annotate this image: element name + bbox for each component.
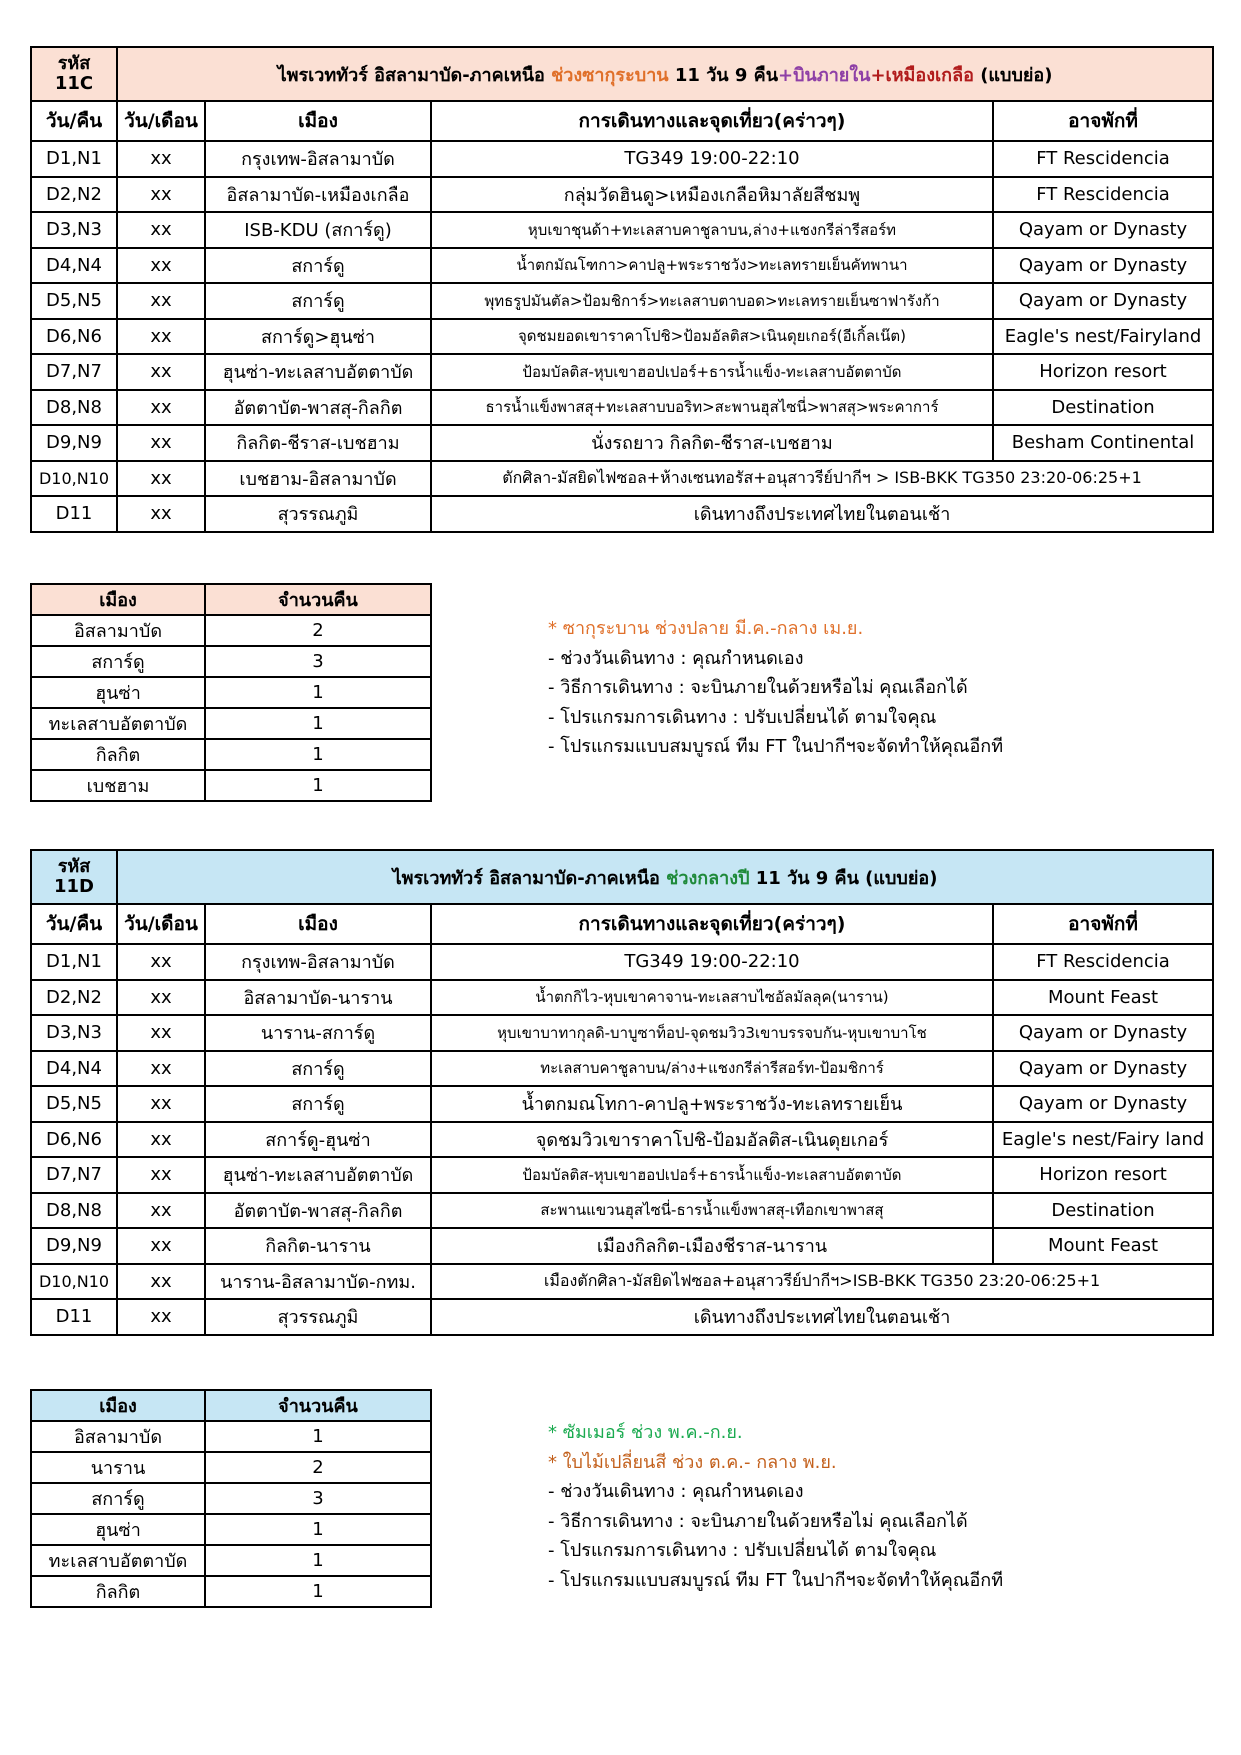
itinerary-row [31,283,1213,319]
summary-city-cell: กิลกิต [31,1576,205,1607]
date-cell: xx [117,354,205,390]
hotel-cell: Qayam or Dynasty [993,1051,1213,1087]
itinerary-cell: หุบเขาชุนด้า+ทะเลสาบคาชูลาบน,ล่าง+แชงกรีล่ารีสอร์ท [431,212,993,248]
hotel-cell: Mount Feast [993,1228,1213,1264]
hotel-cell: Mount Feast [993,980,1213,1016]
date-cell: xx [117,248,205,284]
day-night-cell: D10,N10 [31,461,117,497]
season-note-autumn: * ใบไม้เปลี่ยนสี ช่วง ต.ค.- กลาง พ.ย. [548,1451,837,1473]
summary-nights-cell: 1 [205,1545,431,1576]
date-cell: xx [117,1051,205,1087]
date-cell: xx [117,1299,205,1335]
summary-row [31,739,431,770]
itinerary-row [31,390,1213,426]
itinerary-row [31,1122,1213,1158]
date-cell: xx [117,141,205,177]
summary-city-cell: สการ์ดู [31,1483,205,1514]
day-night-cell: D5,N5 [31,283,117,319]
hotel-cell: Destination [993,1193,1213,1229]
summary-row [31,646,431,677]
city-cell: สการ์ดู-ฮุนซ่า [205,1122,431,1158]
season-label: ช่วงซากุระบาน [551,64,669,86]
tour-title: ไพรเวททัวร์ อิสลามาบัด-ภาคเหนือ ช่วงซากุระบาน 11 วัน 9 คืน+บินภายใน+เหมืองเกลือ (แบบย่อ) [117,47,1213,101]
summary-nights-cell: 1 [205,770,431,801]
itinerary-row [31,141,1213,177]
itinerary-table-11c [30,46,1214,533]
header-date: วัน/เดือน [117,904,205,944]
itinerary-cell: นั่งรถยาว กิลกิต-ชีราส-เบชฮาม [431,425,993,461]
summary-nights-cell: 2 [205,1452,431,1483]
day-night-cell: D10,N10 [31,1264,117,1300]
header-date: วัน/เดือน [117,101,205,141]
city-cell: ISB-KDU (สการ์ดู) [205,212,431,248]
day-night-cell: D4,N4 [31,248,117,284]
city-cell: สการ์ดู [205,283,431,319]
salt-mine-label: +เหมืองเกลือ [870,64,974,86]
itinerary-cell: เดินทางถึงประเทศไทยในตอนเช้า [431,496,1213,532]
itinerary-cell: เดินทางถึงประเทศไทยในตอนเช้า [431,1299,1213,1335]
itinerary-cell: น้ำตกกิไว-หุบเขาคาจาน-ทะเลสาบไซอัลมัลลุค(นาราน) [431,980,993,1016]
itinerary-row [31,1299,1213,1335]
header-itinerary: การเดินทางและจุดเที่ยว(คร่าวๆ) [431,904,993,944]
hotel-cell: Horizon resort [993,354,1213,390]
day-night-cell: D1,N1 [31,141,117,177]
summary-header-nights: จำนวนคืน [205,584,431,615]
tour-code-label: รหัส [57,856,91,877]
day-night-cell: D9,N9 [31,1228,117,1264]
city-cell: สการ์ดู [205,1086,431,1122]
day-night-cell: D2,N2 [31,177,117,213]
itinerary-row [31,425,1213,461]
summary-nights-cell: 1 [205,739,431,770]
date-cell: xx [117,944,205,980]
day-night-cell: D11 [31,1299,117,1335]
nights-summary-table-11d [30,1389,432,1608]
itinerary-table-11d [30,849,1214,1336]
itinerary-cell: ธารน้ำแข็งพาสสุ+ทะเลสาบบอริท>สะพานฮุสไซนี่>พาสสุ>พระคาการ์ [431,390,993,426]
itinerary-cell: จุดชมยอดเขาราคาโปชิ>ป้อมอัลติส>เนินดุยเกอร์(อีเกิ้ลเน๊ต) [431,319,993,355]
date-cell: xx [117,425,205,461]
hotel-cell: Qayam or Dynasty [993,212,1213,248]
date-cell: xx [117,390,205,426]
summary-nights-cell: 1 [205,708,431,739]
summary-row [31,1452,431,1483]
summary-row [31,615,431,646]
itinerary-cell: พุทธรูปมันตัล>ป้อมชิการ์>ทะเลสาบตาบอด>ทะเลทรายเย็นซาฟารังก้า [431,283,993,319]
itinerary-cell: ป้อมบัลติส-หุบเขาฮอปเปอร์+ธารน้ำแข็ง-ทะเลสาบอัตตาบัด [431,354,993,390]
city-cell: อิสลามาบัด-นาราน [205,980,431,1016]
itinerary-row [31,248,1213,284]
note-item: - วิธีการเดินทาง : จะบินภายในด้วยหรือไม่ คุณเลือกได้ [548,677,968,698]
hotel-cell: Qayam or Dynasty [993,1086,1213,1122]
hotel-cell: FT Rescidencia [993,141,1213,177]
itinerary-row [31,944,1213,980]
summary-header-city: เมือง [31,584,205,615]
summary-row [31,1514,431,1545]
summary-city-cell: ฮุนซ่า [31,1514,205,1545]
itinerary-row [31,212,1213,248]
summary-city-cell: ทะเลสาบอัตตาบัด [31,708,205,739]
note-item: - โปรแกรมแบบสมบูรณ์ ทีม FT ในปากีฯจะจัดทำให้คุณอีกที [548,1569,1004,1591]
summary-nights-cell: 1 [205,1421,431,1452]
day-night-cell: D2,N2 [31,980,117,1016]
hotel-cell: Eagle's nest/Fairyland [993,319,1213,355]
header-hotel: อาจพักที่ [993,101,1213,141]
note-item: - วิธีการเดินทาง : จะบินภายในด้วยหรือไม่ คุณเลือกได้ [548,1510,968,1532]
summary-city-cell: ฮุนซ่า [31,677,205,708]
date-cell: xx [117,1015,205,1051]
note-item: - โปรแกรมแบบสมบูรณ์ ทีม FT ในปากีฯจะจัดทำให้คุณอีกที [548,736,1004,757]
summary-row [31,1421,431,1452]
season-label: ช่วงกลางปี [666,867,750,889]
summary-row [31,1576,431,1607]
note-item: - ช่วงวันเดินทาง : คุณกำหนดเอง [548,647,804,669]
itinerary-cell: น้ำตกมัณโฑกา>คาปลู+พระราชวัง>ทะเลทรายเย็นคัทพานา [431,248,993,284]
itinerary-cell: ทะเลสาบคาชูลาบน/ล่าง+แชงกรีล่ารีสอร์ท-ป้อมชิการ์ [431,1051,993,1087]
itinerary-cell: กลุ่มวัดฮินดู>เหมืองเกลือหิมาลัยสีชมพู [431,177,993,213]
city-cell: สการ์ดู>ฮุนซ่า [205,319,431,355]
tour-code: 11C [54,73,94,94]
summary-header-city: เมือง [31,1390,205,1421]
itinerary-row [31,354,1213,390]
table-header-row [31,101,1213,141]
summary-city-cell: ทะเลสาบอัตตาบัด [31,1545,205,1576]
itinerary-cell: TG349 19:00-22:10 [431,141,993,177]
summary-nights-cell: 2 [205,615,431,646]
itinerary-row [31,1015,1213,1051]
notes-11d [548,1418,1003,1595]
summary-nights-cell: 1 [205,1514,431,1545]
note-item: - ช่วงวันเดินทาง : คุณกำหนดเอง [548,1481,804,1502]
itinerary-row [31,496,1213,532]
city-cell: เบชฮาม-อิสลามาบัด [205,461,431,497]
summary-city-cell: นาราน [31,1452,205,1483]
city-cell: อัตตาบัต-พาสสุ-กิลกิต [205,390,431,426]
itinerary-cell: เมืองกิลกิต-เมืองชีราส-นาราน [431,1228,993,1264]
itinerary-row [31,1157,1213,1193]
itinerary-cell: ป้อมบัลติส-หุบเขาฮอปเปอร์+ธารน้ำแข็ง-ทะเลสาบอัตตาบัด [431,1157,993,1193]
summary-nights-cell: 3 [205,1483,431,1514]
header-itinerary: การเดินทางและจุดเที่ยว(คร่าวๆ) [431,101,993,141]
itinerary-cell: เมืองตักศิลา-มัสยิดไฟซอล+อนุสาวรีย์ปากีฯ>ISB-BKK TG350 23:20-06:25+1 [431,1264,1213,1300]
summary-row [31,708,431,739]
summary-nights-cell: 1 [205,1576,431,1607]
city-cell: สุวรรณภูมิ [205,1299,431,1335]
summary-header-row [31,584,431,615]
itinerary-row [31,461,1213,497]
date-cell: xx [117,980,205,1016]
city-cell: ฮุนซ่า-ทะเลสาบอัตตาบัด [205,1157,431,1193]
date-cell: xx [117,212,205,248]
header-day-night: วัน/คืน [31,101,117,141]
tour-code-cell [31,850,117,904]
day-night-cell: D8,N8 [31,1193,117,1229]
hotel-cell: Qayam or Dynasty [993,1015,1213,1051]
day-night-cell: D5,N5 [31,1086,117,1122]
summary-city-cell: เบชฮาม [31,770,205,801]
date-cell: xx [117,1122,205,1158]
date-cell: xx [117,1086,205,1122]
itinerary-cell: สะพานแขวนฮุสไซนี่-ธารน้ำแข็งพาสสุ-เทือกเขาพาสสุ [431,1193,993,1229]
header-hotel: อาจพักที่ [993,904,1213,944]
date-cell: xx [117,461,205,497]
itinerary-cell: จุดชมวิวเขาราคาโปชิ-ป้อมอัลติส-เนินดุยเกอร์ [431,1122,993,1158]
day-night-cell: D11 [31,496,117,532]
summary-header-nights: จำนวนคืน [205,1390,431,1421]
domestic-flight-label: +บินภายใน [778,64,871,86]
hotel-cell: FT Rescidencia [993,177,1213,213]
itinerary-row [31,1264,1213,1300]
day-night-cell: D4,N4 [31,1051,117,1087]
day-night-cell: D7,N7 [31,354,117,390]
date-cell: xx [117,496,205,532]
city-cell: อิสลามาบัด-เหมืองเกลือ [205,177,431,213]
day-night-cell: D3,N3 [31,1015,117,1051]
hotel-cell: Horizon resort [993,1157,1213,1193]
itinerary-row [31,1086,1213,1122]
itinerary-row [31,1228,1213,1264]
hotel-cell: Qayam or Dynasty [993,283,1213,319]
header-city: เมือง [205,101,431,141]
itinerary-row [31,1051,1213,1087]
tour-code-label: รหัส [57,53,91,74]
itinerary-cell: น้ำตกมณโทกา-คาปลู+พระราชวัง-ทะเลทรายเย็น [431,1086,993,1122]
date-cell: xx [117,1228,205,1264]
itinerary-cell: TG349 19:00-22:10 [431,944,993,980]
day-night-cell: D8,N8 [31,390,117,426]
day-night-cell: D7,N7 [31,1157,117,1193]
hotel-cell: Qayam or Dynasty [993,248,1213,284]
summary-nights-cell: 1 [205,677,431,708]
city-cell: กิลกิต-ชีราส-เบชฮาม [205,425,431,461]
season-note-summer: * ซัมเมอร์ ช่วง พ.ค.-ก.ย. [548,1422,743,1443]
city-cell: ฮุนซ่า-ทะเลสาบอัตตาบัด [205,354,431,390]
city-cell: สการ์ดู [205,248,431,284]
day-night-cell: D1,N1 [31,944,117,980]
summary-city-cell: อิสลามาบัด [31,615,205,646]
table-header-row [31,904,1213,944]
tour-code-cell [31,47,117,101]
day-night-cell: D6,N6 [31,319,117,355]
city-cell: สการ์ดู [205,1051,431,1087]
date-cell: xx [117,1157,205,1193]
notes-11c [548,614,1003,762]
city-cell: นาราน-สการ์ดู [205,1015,431,1051]
hotel-cell: Eagle's nest/Fairy land [993,1122,1213,1158]
hotel-cell: Destination [993,390,1213,426]
itinerary-row [31,1193,1213,1229]
summary-header-row [31,1390,431,1421]
header-day-night: วัน/คืน [31,904,117,944]
itinerary-cell: ตักศิลา-มัสยิดไฟซอล+ห้างเซนทอรัส+อนุสาวรีย์ปากีฯ > ISB-BKK TG350 23:20-06:25+1 [431,461,1213,497]
note-item: - โปรแกรมการเดินทาง : ปรับเปลี่ยนได้ ตามใจคุณ [548,706,937,728]
date-cell: xx [117,1264,205,1300]
day-night-cell: D3,N3 [31,212,117,248]
summary-city-cell: กิลกิต [31,739,205,770]
day-night-cell: D6,N6 [31,1122,117,1158]
summary-row [31,677,431,708]
date-cell: xx [117,319,205,355]
date-cell: xx [117,1193,205,1229]
tour-code: 11D [54,876,94,897]
summary-row [31,1545,431,1576]
summary-row [31,1483,431,1514]
city-cell: สุวรรณภูมิ [205,496,431,532]
city-cell: กิลกิต-นาราน [205,1228,431,1264]
tour-title: ไพรเวททัวร์ อิสลามาบัด-ภาคเหนือ ช่วงกลางปี 11 วัน 9 คืน (แบบย่อ) [117,850,1213,904]
itinerary-row [31,319,1213,355]
summary-row [31,770,431,801]
day-night-cell: D9,N9 [31,425,117,461]
header-city: เมือง [205,904,431,944]
note-item: - โปรแกรมการเดินทาง : ปรับเปลี่ยนได้ ตามใจคุณ [548,1540,937,1561]
season-note: * ซากุระบาน ช่วงปลาย มี.ค.-กลาง เม.ย. [548,618,864,639]
city-cell: กรุงเทพ-อิสลามาบัด [205,944,431,980]
summary-nights-cell: 3 [205,646,431,677]
summary-city-cell: อิสลามาบัด [31,1421,205,1452]
date-cell: xx [117,283,205,319]
city-cell: นาราน-อิสลามาบัด-กทม. [205,1264,431,1300]
itinerary-cell: หุบเขาบาทากุลดิ-บาบูซาท็อป-จุดชมวิว3เขาบรรจบกัน-หุบเขาบาโช [431,1015,993,1051]
hotel-cell: Besham Continental [993,425,1213,461]
hotel-cell: FT Rescidencia [993,944,1213,980]
city-cell: กรุงเทพ-อิสลามาบัด [205,141,431,177]
itinerary-row [31,177,1213,213]
itinerary-row [31,980,1213,1016]
summary-city-cell: สการ์ดู [31,646,205,677]
city-cell: อัตตาบัต-พาสสุ-กิลกิต [205,1193,431,1229]
nights-summary-table-11c [30,583,432,802]
date-cell: xx [117,177,205,213]
